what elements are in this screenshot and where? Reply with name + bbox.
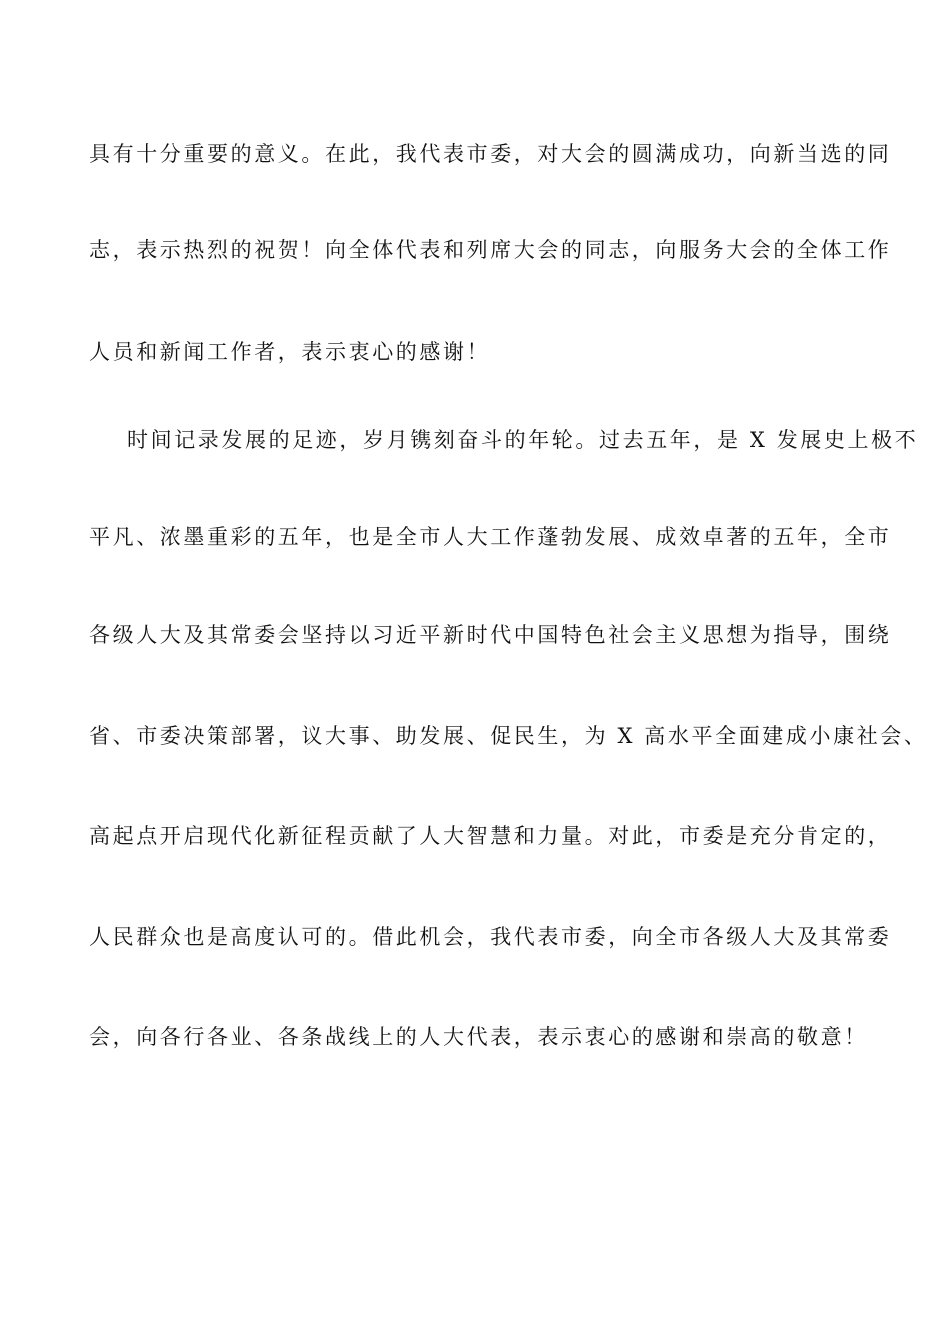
paragraph-line-1: 具有十分重要的意义。在此，我代表市委，对大会的圆满成功，向新当选的同 — [89, 142, 892, 166]
paragraph-line-8: 高起点开启现代化新征程贡献了人大智慧和力量。对此，市委是充分肯定的， — [89, 824, 892, 848]
paragraph-line-10: 会，向各行各业、各条战线上的人大代表，表示衷心的感谢和崇高的敬意！ — [89, 1025, 868, 1049]
paragraph-line-3: 人员和新闻工作者，表示衷心的感谢！ — [89, 340, 491, 364]
paragraph-line-6: 各级人大及其常委会坚持以习近平新时代中国特色社会主义思想为指导，围绕 — [89, 623, 892, 647]
paragraph-line-5: 平凡、浓墨重彩的五年，也是全市人大工作蓬勃发展、成效卓著的五年，全市 — [89, 525, 892, 549]
paragraph-line-9: 人民群众也是高度认可的。借此机会，我代表市委，向全市各级人大及其常委 — [89, 925, 892, 949]
paragraph-line-2: 志，表示热烈的祝贺！向全体代表和列席大会的同志，向服务大会的全体工作 — [89, 238, 892, 262]
paragraph-line-7: 省、市委决策部署，议大事、助发展、促民生，为 X 高水平全面建成小康社会、 — [89, 724, 928, 748]
paragraph-line-4: 时间记录发展的足迹，岁月镌刻奋斗的年轮。过去五年，是 X 发展史上极不 — [127, 428, 919, 452]
